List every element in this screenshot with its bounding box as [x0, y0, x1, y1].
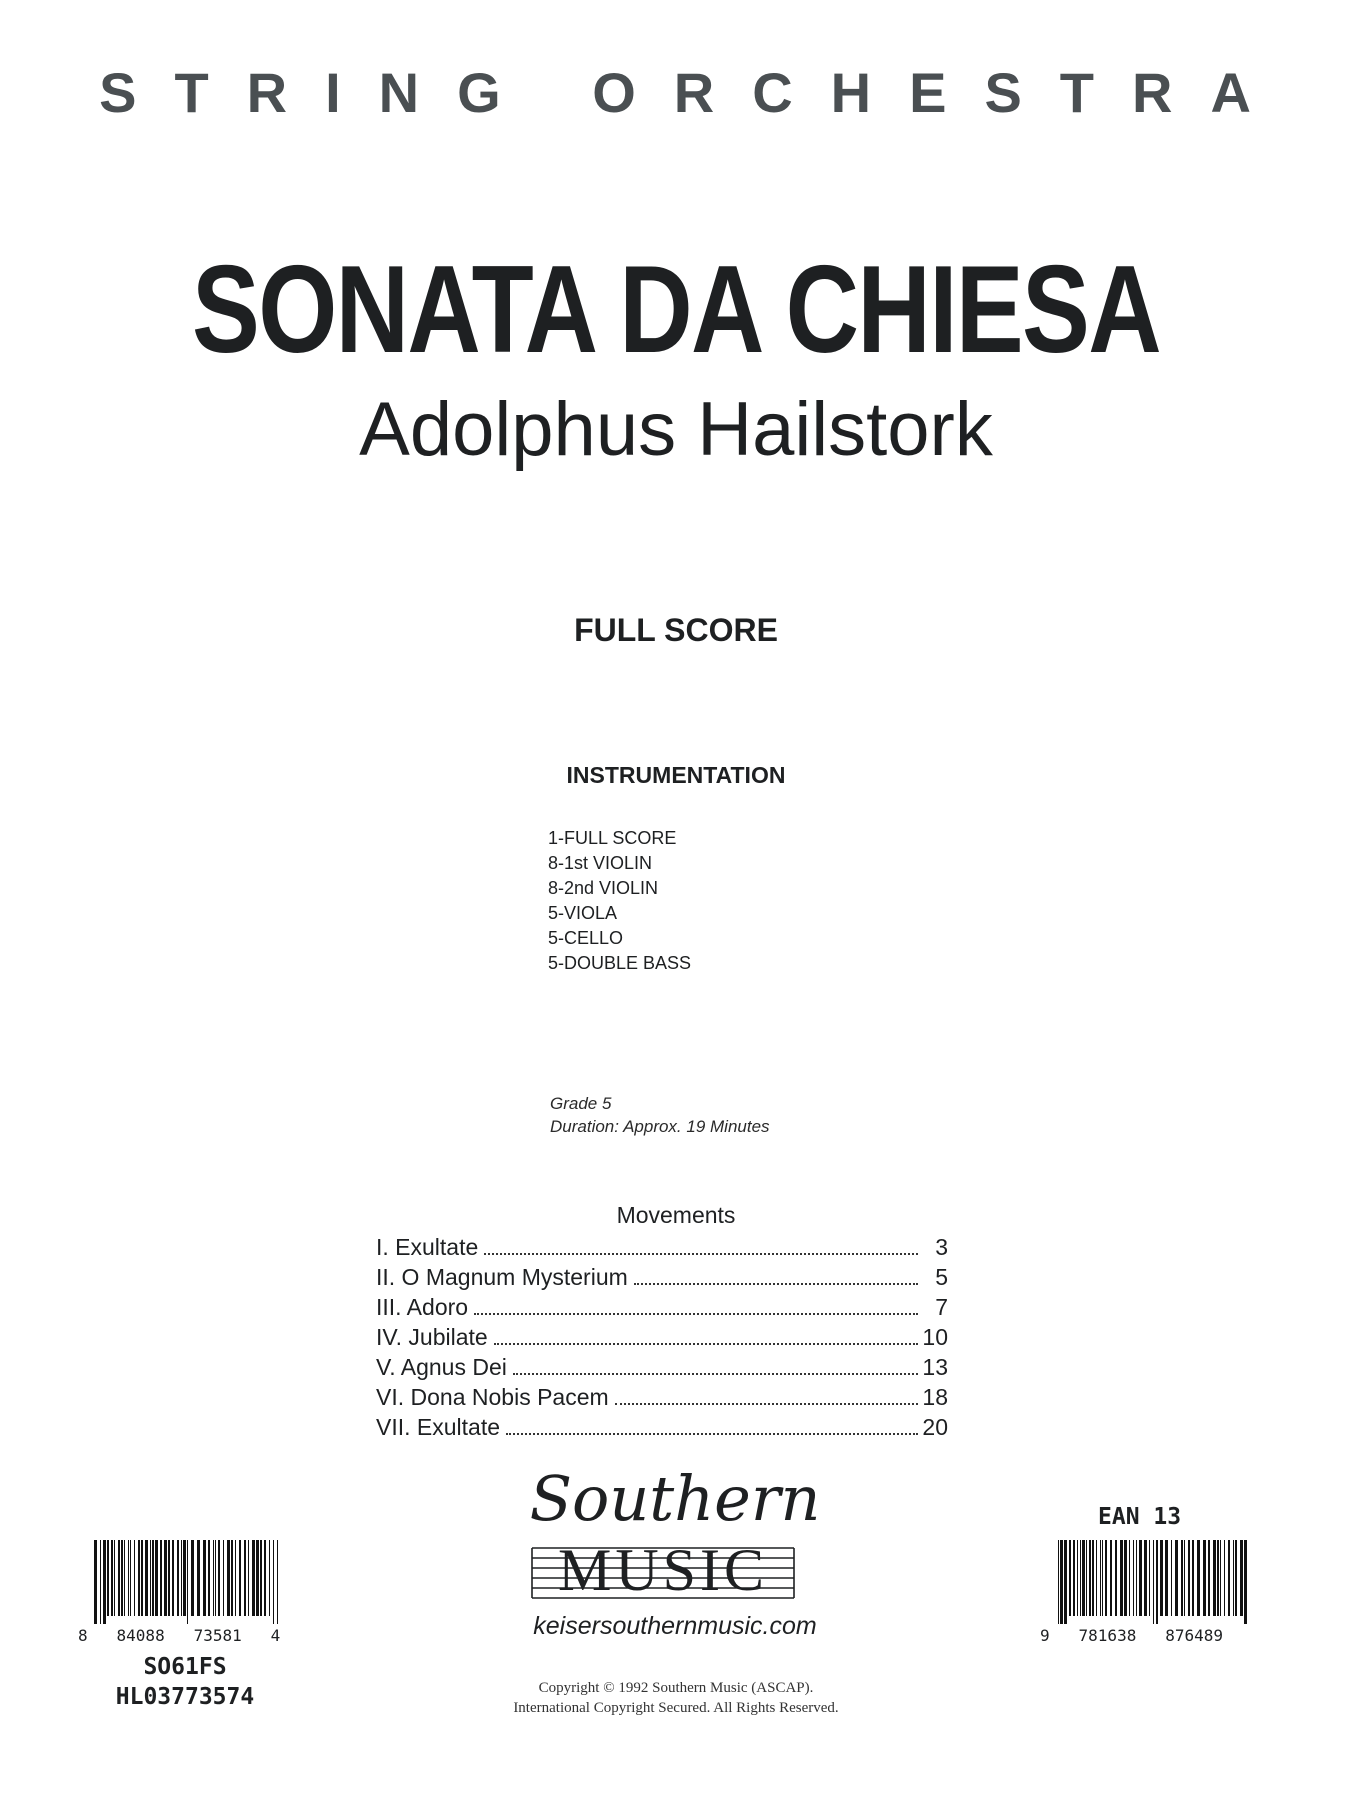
barcode-bar	[213, 1540, 214, 1616]
barcode-bar	[150, 1540, 151, 1616]
barcode-bar	[1100, 1540, 1101, 1616]
copyright-line: International Copyright Secured. All Rights Reserved.	[513, 1700, 839, 1716]
ean-barcode	[1056, 1540, 1252, 1624]
movement-row	[376, 1292, 948, 1322]
movement-name: VII. Exultate	[376, 1414, 501, 1440]
barcode-bar	[269, 1540, 270, 1616]
barcode-bar	[1156, 1540, 1158, 1624]
list-item: 5-VIOLA	[548, 903, 618, 923]
barcode-bar	[124, 1540, 125, 1616]
barcode-bar	[1217, 1540, 1219, 1616]
barcode-bar	[1086, 1540, 1087, 1616]
catalog-numbers	[92, 1652, 278, 1712]
movement-name: II. O Magnum Mysterium	[376, 1264, 628, 1290]
barcode-bar	[1139, 1540, 1142, 1616]
barcode-bar	[100, 1540, 101, 1624]
barcode-bar	[1069, 1540, 1071, 1616]
barcode-bar	[183, 1540, 186, 1616]
work-details	[550, 1092, 770, 1138]
barcode-bar	[1136, 1540, 1137, 1616]
barcode-bar	[1220, 1540, 1221, 1616]
barcode-bar	[160, 1540, 162, 1616]
barcode-bar	[1073, 1540, 1075, 1616]
barcode-bar	[273, 1540, 274, 1624]
barcode-bar	[1120, 1540, 1123, 1616]
barcode-bar	[134, 1540, 135, 1616]
ean-label: EAN 13	[1098, 1504, 1182, 1530]
barcode-bar	[1192, 1540, 1194, 1616]
barcode-bar	[1224, 1540, 1225, 1616]
barcode-bar	[164, 1540, 167, 1616]
movement-name: I. Exultate	[376, 1234, 479, 1260]
copyright-line: Copyright © 1992 Southern Music (ASCAP).	[538, 1680, 814, 1696]
upc-barcode	[92, 1540, 282, 1624]
barcode-bar	[1197, 1540, 1200, 1616]
barcode-bar	[1124, 1540, 1127, 1616]
barcode-bar	[1165, 1540, 1168, 1616]
barcode-bar	[1077, 1540, 1078, 1616]
barcode-bar	[128, 1540, 129, 1616]
dot-leader	[615, 1403, 918, 1405]
list-item: 8-1st VIOLIN	[548, 853, 653, 873]
barcode-bar	[244, 1540, 246, 1616]
movement-page: 13	[922, 1354, 948, 1380]
movement-page: 18	[922, 1384, 948, 1410]
barcode-bar	[94, 1540, 97, 1624]
barcode-bar	[103, 1540, 106, 1624]
barcode-bar	[235, 1540, 236, 1616]
barcode-bar	[1110, 1540, 1112, 1616]
catalog-number: HL03773574	[115, 1684, 255, 1710]
barcode-bar	[1181, 1540, 1183, 1616]
barcode-bar	[114, 1540, 115, 1616]
barcode-bar	[1149, 1540, 1150, 1616]
publisher-website[interactable]: keisersouthernmusic.com	[533, 1612, 817, 1640]
barcode-bar	[277, 1540, 278, 1624]
dot-leader	[513, 1373, 918, 1375]
movement-page: 10	[922, 1324, 948, 1350]
list-item: 1-FULL SCORE	[548, 828, 677, 848]
barcode-bar	[1129, 1540, 1130, 1616]
barcode-bar	[177, 1540, 179, 1616]
movement-page: 7	[935, 1294, 948, 1320]
barcode-bar	[1184, 1540, 1185, 1616]
barcode-bar	[130, 1540, 131, 1616]
composer-name: Adolphus Hailstork	[359, 387, 993, 472]
list-item: 5-CELLO	[548, 928, 624, 948]
movement-row	[376, 1232, 948, 1262]
barcode-bar	[138, 1540, 140, 1616]
barcode-bar	[1105, 1540, 1107, 1616]
barcode-bar	[1188, 1540, 1190, 1616]
barcode-bar	[187, 1540, 188, 1624]
barcode-bar	[1233, 1540, 1234, 1616]
barcode-bar	[223, 1540, 224, 1616]
barcode-bar	[252, 1540, 255, 1616]
movement-name: VI. Dona Nobis Pacem	[376, 1384, 609, 1410]
barcode-bar	[1213, 1540, 1216, 1616]
barcode-bar	[1133, 1540, 1134, 1616]
movement-name: IV. Jubilate	[376, 1324, 488, 1350]
barcode-bar	[1064, 1540, 1067, 1624]
barcode-bar	[1080, 1540, 1081, 1616]
barcode-bar	[248, 1540, 249, 1616]
edition-label: FULL SCORE	[574, 612, 778, 648]
barcode-bar	[1058, 1540, 1059, 1624]
list-item: 5-DOUBLE BASS	[548, 953, 692, 973]
barcode-bar	[1228, 1540, 1230, 1616]
barcode-bar	[1235, 1540, 1237, 1616]
movement-page: 3	[935, 1234, 948, 1260]
barcode-bar	[1082, 1540, 1085, 1616]
barcode-bar	[181, 1540, 182, 1616]
barcode-bar	[145, 1540, 148, 1616]
barcode-bar	[239, 1540, 241, 1616]
barcode-bar	[168, 1540, 170, 1616]
barcode-bar	[1153, 1540, 1154, 1624]
page-title: SONATA DA CHIESA	[192, 241, 1160, 379]
barcode-bar	[1203, 1540, 1206, 1616]
barcode-bar	[107, 1540, 109, 1616]
barcode-bar	[231, 1540, 233, 1616]
barcode-bar	[121, 1540, 123, 1616]
dot-leader	[494, 1343, 918, 1345]
barcode-bar	[256, 1540, 259, 1616]
logo-text-music: MUSIC	[557, 1537, 769, 1603]
barcode-bar	[118, 1540, 120, 1616]
barcode-bar	[1144, 1540, 1147, 1616]
movement-name: III. Adoro	[376, 1294, 469, 1320]
list-item: 8-2nd VIOLIN	[548, 878, 659, 898]
barcode-bar	[152, 1540, 154, 1616]
barcode-bar	[203, 1540, 206, 1616]
barcode-bar	[1208, 1540, 1210, 1616]
dot-leader	[634, 1283, 918, 1285]
barcode-bar	[111, 1540, 113, 1616]
grade-label: Grade 5	[550, 1094, 612, 1113]
movements-heading: Movements	[616, 1202, 736, 1228]
barcode-bar	[227, 1540, 230, 1616]
barcode-bar	[155, 1540, 158, 1616]
barcode-bar	[215, 1540, 216, 1616]
barcode-bar	[1089, 1540, 1091, 1616]
barcode-bar	[1092, 1540, 1094, 1616]
dot-leader	[484, 1253, 918, 1255]
series-heading: STRING ORCHESTRA	[99, 61, 1289, 124]
barcode-bar	[1240, 1540, 1243, 1616]
barcode-bar	[1115, 1540, 1117, 1616]
barcode-bar	[260, 1540, 262, 1616]
logo-text-southern: Southern	[529, 1462, 821, 1535]
movement-page: 5	[935, 1264, 948, 1290]
movements-list	[376, 1232, 948, 1442]
barcode-bar	[1175, 1540, 1178, 1616]
barcode-bar	[1096, 1540, 1097, 1616]
barcode-bar	[208, 1540, 210, 1616]
barcode-bar	[141, 1540, 143, 1616]
barcode-bar	[1060, 1540, 1063, 1624]
barcode-bar	[191, 1540, 194, 1616]
barcode-bar	[197, 1540, 200, 1616]
ean-digits: 9 781638 876489	[1040, 1626, 1224, 1645]
movement-row	[376, 1352, 948, 1382]
barcode-bar	[264, 1540, 266, 1616]
movement-row	[376, 1322, 948, 1352]
barcode-bar	[1160, 1540, 1163, 1616]
duration-label: Duration: Approx. 19 Minutes	[550, 1117, 770, 1136]
barcode-bar	[1171, 1540, 1172, 1616]
barcode-bar	[1102, 1540, 1103, 1616]
dot-leader	[506, 1433, 918, 1435]
instrumentation-list	[548, 826, 691, 976]
barcode-bar	[218, 1540, 220, 1616]
movement-row	[376, 1382, 948, 1412]
catalog-number: SO61FS	[143, 1654, 227, 1680]
movement-row	[376, 1412, 948, 1442]
barcode-bar	[172, 1540, 174, 1616]
dot-leader	[474, 1313, 918, 1315]
barcode-bar	[1244, 1540, 1247, 1624]
movement-page: 20	[922, 1414, 948, 1440]
instrumentation-heading: INSTRUMENTATION	[566, 762, 786, 788]
movement-row	[376, 1262, 948, 1292]
movement-name: V. Agnus Dei	[376, 1354, 507, 1380]
upc-digits: 8 84088 73581 4	[78, 1626, 281, 1645]
